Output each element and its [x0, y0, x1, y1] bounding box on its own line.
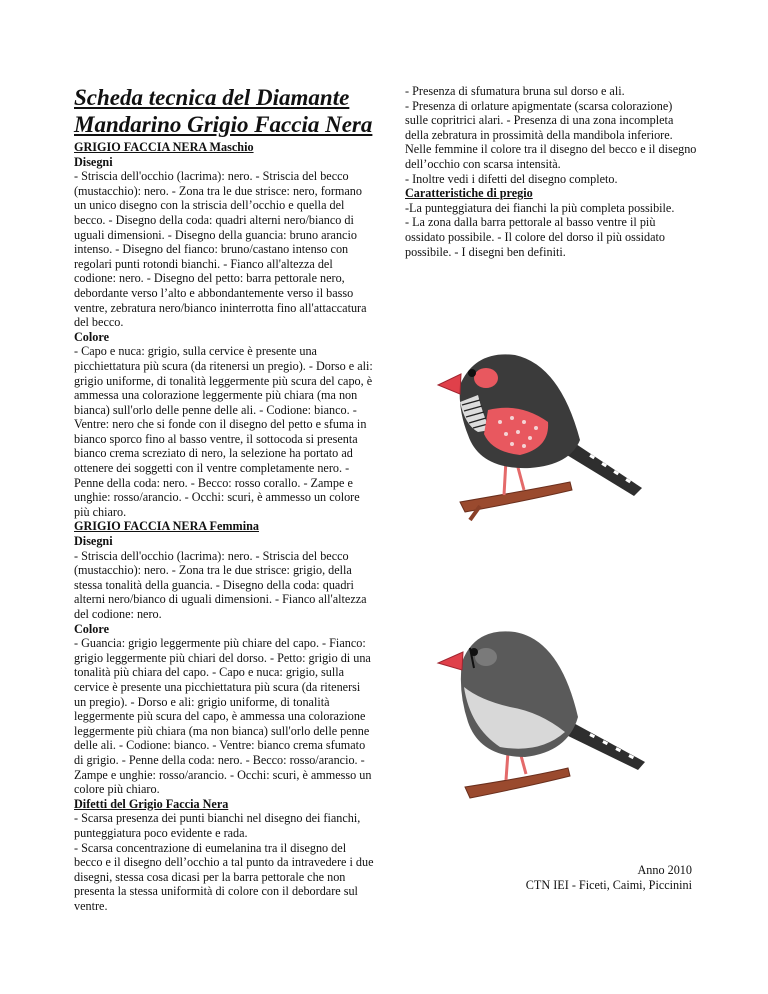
male-colore-text: - Capo e nuca: grigio, sulla cervice è presente una picchiettatura più scura (da ritenersi un pregio). - Dorso e ali: grigio uniforme, di tonalità leggermente più scura del capo, è ammessa una colorazione leggermente più chiara (ma non bianca) sull'orlo delle penne delle ali. - Codione: bianco. - Ventre: nero che si fonde con il disegno del petto e sfuma in bianco sporco fino al basso ventre, il sottocoda si presenta bianco crema screziato di nero, la selezione ha portato ad ottenere dei soggetti con il ventre completamente nero. - Penne della coda: nero. - Becco: rosso corallo. - Zampe e unghie: rosso/arancio. - Occhi: scuri, è ammesso un colore più chiaro.: [74, 344, 373, 519]
female-colore-label: Colore: [74, 621, 109, 636]
male-disegni-text: - Striscia dell'occhio (lacrima): nero. - Striscia del becco (mustacchio): nero. - Zona tra le due strisce: nero, formano un unico disegno con la striscia dell’occhio e quella del becco. - Disegno della coda: quadri alterni nero/bianco di uguali dimensioni. - Disegno della guancia: bruno arancio intenso. - Disegno del fianco: bruno/castano intenso con regolari punti rotondi bianchi. - Fianco all'altezza del codione: nero. - Disegno del petto: barra pettorale nero, debordante verso l’alto e abbondantemente verso il basso ventre, zebratura nero/bianco ininterrotta fino all'attaccatura del becco.: [74, 169, 367, 330]
female-bird-illustration: [420, 612, 665, 812]
left-column: [74, 84, 374, 913]
difetti-item: - Inoltre vedi i difetti del disegno completo.: [405, 171, 618, 186]
pregio-heading: Caratteristiche di pregio: [405, 186, 533, 201]
pregio-item: - La zona dalla barra pettorale al basso ventre il più ossidato possibile. - Il colore del dorso il più ossidato possibile. - I disegni ben definiti.: [405, 215, 665, 259]
difetti-heading: Difetti del Grigio Faccia Nera: [74, 796, 229, 811]
difetti-item: - Scarsa concentrazione di eumelanina tra il disegno del becco e il disegno dell’occhio a tal punto da intravedere i due disegni, stessa cosa dicasi per la barra pettorale che non presenta la stessa uniformità di colore con il debordare sul ventre.: [74, 840, 374, 913]
credits-authors: CTN IEI - Ficeti, Caimi, Piccinini: [525, 878, 692, 892]
male-bird-illustration: [420, 330, 665, 525]
difetti-item: - Presenza di orlature apigmentate (scarsa colorazione) sulle copritrici alari. - Presenza di una zona incompleta della zebratura in prossimità della mandibola inferiore. Nelle femmine il colore tra il disegno del becco e il disegno dell’occhio con scarsa intensità.: [405, 98, 697, 171]
female-disegni-label: Disegni: [74, 534, 113, 549]
female-colore-text: - Guancia: grigio leggermente più chiare del capo. - Fianco: grigio leggermente più chiari del dorso. - Petto: grigio di una tonalità più chiara del capo. - Capo e nuca: grigio, sulla cervice è presente una picchiettatura più scura (da ritenersi un pregio). - Dorso e ali: grigio uniforme, di tonalità leggermente più scura del capo, è ammessa una colorazione leggermente più chiara (ma non bianca) sull'orlo delle penne delle ali. - Codione: bianco. - Ventre: bianco crema sfumato di grigio. - Penne della coda: nero. - Becco: rosso/arancio. - Zampe e unghie: rosso/arancio. - Occhi: scuri, è ammesso un colore più chiaro.: [74, 636, 372, 797]
male-colore-label: Colore: [74, 329, 109, 344]
male-disegni-label: Disegni: [74, 154, 113, 169]
female-disegni-text: - Striscia dell'occhio (lacrima): nero. - Striscia del becco (mustacchio): nero. - Zona tra le due strisce: grigio, della stessa tonalità della guancia. - Disegno della coda: quadri alterni nero/bianco di uguali dimensioni. - Fianco all'altezza del codione: nero.: [74, 548, 367, 621]
difetti-item: - Presenza di sfumatura bruna sul dorso e ali.: [405, 84, 625, 98]
right-column: [405, 84, 697, 259]
male-heading: GRIGIO FACCIA NERA Maschio: [74, 140, 254, 154]
pregio-item: -La punteggiatura dei fianchi la più completa possibile.: [405, 200, 675, 215]
difetti-item: - Scarsa presenza dei punti bianchi nel disegno dei fianchi, punteggiatura poco evidente e rada.: [74, 811, 361, 840]
credits-year: Anno 2010: [637, 863, 692, 877]
page-title: Scheda tecnica del Diamante Mandarino Grigio Faccia Nera: [74, 85, 373, 137]
credits: [526, 863, 692, 893]
female-heading: GRIGIO FACCIA NERA Femmina: [74, 519, 259, 534]
